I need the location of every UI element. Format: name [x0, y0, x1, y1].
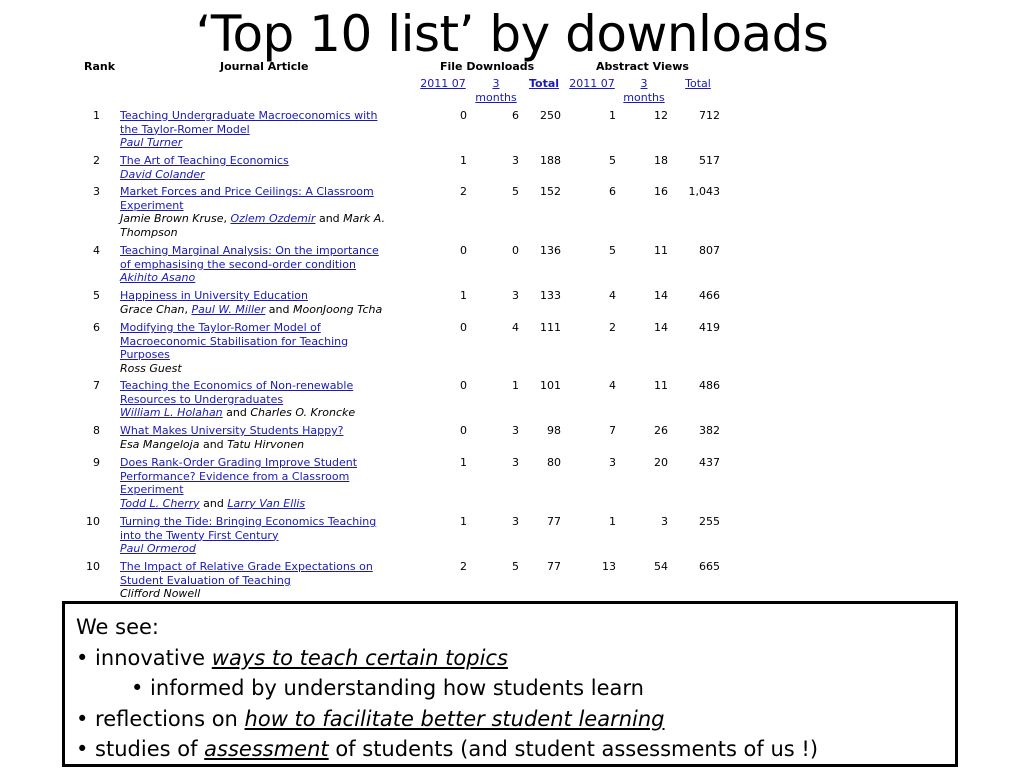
col-file-total[interactable]: Total	[528, 77, 560, 90]
article-title-link[interactable]: Experiment	[120, 483, 184, 497]
article-authors	[120, 587, 200, 600]
col-abstract-2011-07[interactable]: 2011 07	[569, 77, 615, 90]
file-downloads-total: 250	[540, 109, 561, 122]
row-article	[120, 456, 405, 510]
row-article	[120, 109, 405, 150]
abstract-views-month: 4	[609, 289, 616, 302]
bullet-text: • innovative	[76, 645, 212, 670]
col-file-3-months-num[interactable]: 3	[492, 77, 500, 90]
author-link[interactable]: Larry Van Ellis	[227, 496, 306, 510]
abstract-views-3months: 54	[654, 560, 668, 573]
article-title-link[interactable]: Happiness in University Education	[120, 289, 309, 302]
article-title-link[interactable]: Macroeconomic Stabilisation for Teaching	[120, 334, 349, 348]
file-downloads-month: 0	[460, 244, 467, 257]
author-name: MoonJoong Tcha	[293, 302, 383, 316]
article-title-link[interactable]: What Makes University Students Happy?	[120, 424, 344, 437]
abstract-views-total: 807	[699, 244, 720, 257]
file-downloads-total: 101	[540, 379, 561, 392]
file-downloads-total: 98	[547, 424, 561, 437]
article-authors	[120, 362, 182, 375]
row-article	[120, 321, 405, 375]
summary-intro: We see:	[76, 615, 159, 639]
file-downloads-3months: 3	[512, 154, 519, 167]
article-title-link[interactable]: of emphasising the second-order condition	[120, 257, 356, 271]
row-rank: 8	[93, 424, 100, 437]
bullet-text: • studies of	[76, 737, 205, 761]
article-title-link[interactable]: the Taylor-Romer Model	[120, 122, 250, 136]
article-title-link[interactable]: Turning the Tide: Bringing Economics Teaching	[120, 515, 377, 528]
article-title-link[interactable]: Purposes	[120, 348, 170, 362]
row-article	[120, 185, 405, 239]
abstract-views-total: 486	[699, 379, 720, 392]
abstract-views-month: 6	[609, 185, 616, 198]
bullet-text: • informed by understanding how students learn	[131, 676, 644, 700]
abstract-views-total: 517	[699, 154, 720, 167]
row-rank: 10	[86, 515, 100, 528]
abstract-views-total: 255	[699, 515, 720, 528]
author-name: Mark A.	[343, 212, 386, 226]
file-downloads-month: 0	[460, 321, 467, 334]
article-authors	[120, 303, 382, 316]
article-title-link[interactable]: Teaching Undergraduate Macroeconomics with	[120, 109, 378, 122]
abstract-views-total: 437	[699, 456, 720, 469]
author-name: Grace Chan	[120, 302, 185, 316]
file-downloads-3months: 0	[512, 244, 519, 257]
abstract-views-3months: 26	[654, 424, 668, 437]
article-authors	[120, 212, 385, 239]
file-downloads-total: 80	[547, 456, 561, 469]
abstract-views-3months: 3	[661, 515, 668, 528]
author-separator: and	[199, 437, 228, 451]
file-downloads-month: 0	[460, 379, 467, 392]
author-separator: and	[265, 302, 293, 316]
abstract-views-month: 7	[609, 424, 616, 437]
abstract-views-month: 3	[609, 456, 616, 469]
file-downloads-total: 77	[547, 515, 561, 528]
row-rank: 2	[93, 154, 100, 167]
col-abstract-3-months-num[interactable]: 3	[640, 77, 648, 90]
abstract-views-month: 13	[602, 560, 616, 573]
article-authors	[120, 406, 355, 419]
file-downloads-total: 188	[540, 154, 561, 167]
author-separator: and	[315, 212, 344, 226]
row-rank: 6	[93, 321, 100, 334]
article-title-link[interactable]: Market Forces and Price Ceilings: A Classroom	[120, 185, 374, 198]
article-title-link[interactable]: Performance? Evidence from a Classroom	[120, 469, 350, 483]
abstract-views-month: 1	[609, 109, 616, 122]
article-authors	[120, 136, 182, 149]
abstract-views-total: 712	[699, 109, 720, 122]
author-link[interactable]: William L. Holahan	[120, 406, 223, 420]
header-abstract-views: Abstract Views	[596, 60, 689, 73]
header-journal-article: Journal Article	[220, 60, 309, 73]
file-downloads-total: 77	[547, 560, 561, 573]
article-title-link[interactable]: Teaching the Economics of Non-renewable	[120, 379, 354, 392]
article-authors	[120, 168, 205, 181]
header-rank: Rank	[84, 60, 116, 73]
article-authors	[120, 438, 304, 451]
abstract-views-month: 1	[609, 515, 616, 528]
abstract-views-month: 4	[609, 379, 616, 392]
summary-bullet	[76, 673, 955, 704]
summary-box	[62, 601, 958, 767]
file-downloads-3months: 4	[512, 321, 519, 334]
file-downloads-3months: 3	[512, 289, 519, 302]
abstract-views-total: 1,043	[688, 185, 720, 198]
bullet-emphasis: how to facilitate better student learning	[244, 706, 665, 731]
author-separator: and	[222, 406, 251, 420]
row-rank: 4	[93, 244, 100, 257]
file-downloads-3months: 3	[512, 456, 519, 469]
summary-list	[76, 643, 955, 765]
author-name: Thompson	[120, 225, 178, 239]
file-downloads-month: 2	[460, 185, 467, 198]
abstract-views-total: 419	[699, 321, 720, 334]
file-downloads-3months: 5	[512, 185, 519, 198]
file-downloads-month: 1	[460, 456, 467, 469]
article-title-link[interactable]: Resources to Undergraduates	[120, 392, 284, 406]
author-name: Charles O. Kroncke	[250, 406, 356, 420]
author-separator: and	[199, 496, 228, 510]
col-abstract-total[interactable]: Total	[685, 77, 711, 90]
author-link[interactable]: Paul Turner	[120, 136, 183, 150]
author-name: Esa Mangeloja	[120, 437, 200, 451]
abstract-views-month: 2	[609, 321, 616, 334]
row-article	[120, 244, 405, 285]
row-article	[120, 515, 405, 556]
abstract-views-total: 382	[699, 424, 720, 437]
file-downloads-month: 0	[460, 424, 467, 437]
author-separator: ,	[223, 212, 231, 226]
abstract-views-3months: 11	[654, 379, 668, 392]
row-rank: 10	[86, 560, 100, 573]
file-downloads-3months: 1	[512, 379, 519, 392]
file-downloads-month: 1	[460, 515, 467, 528]
file-downloads-month: 1	[460, 289, 467, 302]
author-link[interactable]: Ozlem Ozdemir	[230, 212, 316, 226]
article-title-link[interactable]: Does Rank-Order Grading Improve Student	[120, 456, 358, 469]
bullet-suffix: of students (and student assessments of us !)	[328, 737, 819, 761]
row-rank: 3	[93, 185, 100, 198]
abstract-views-3months: 12	[654, 109, 668, 122]
row-article	[120, 154, 405, 181]
article-authors	[120, 271, 195, 284]
file-downloads-total: 152	[540, 185, 561, 198]
col-file-3-months[interactable]	[470, 77, 522, 105]
col-file-3-months-unit[interactable]: months	[475, 91, 517, 104]
row-rank: 5	[93, 289, 100, 302]
bullet-emphasis: assessment	[204, 737, 329, 761]
article-authors	[120, 497, 305, 510]
author-link[interactable]: Paul W. Miller	[191, 302, 266, 316]
author-separator: ,	[184, 302, 192, 316]
col-abstract-3-months-unit[interactable]: months	[623, 91, 665, 104]
author-name: Ross Guest	[120, 361, 182, 375]
author-link[interactable]: David Colander	[120, 167, 205, 181]
row-rank: 1	[93, 109, 100, 122]
abstract-views-month: 5	[609, 154, 616, 167]
article-title-link[interactable]: into the Twenty First Century	[120, 528, 279, 542]
author-name: Tatu Hirvonen	[227, 437, 305, 451]
article-authors	[120, 542, 196, 555]
summary-bullet	[76, 643, 955, 674]
abstract-views-total: 466	[699, 289, 720, 302]
row-article	[120, 379, 405, 420]
row-rank: 9	[93, 456, 100, 469]
author-name: Jamie Brown Kruse	[120, 212, 224, 226]
file-downloads-total: 133	[540, 289, 561, 302]
article-title-link[interactable]: Experiment	[120, 198, 184, 212]
row-rank: 7	[93, 379, 100, 392]
abstract-views-3months: 14	[654, 321, 668, 334]
file-downloads-month: 0	[460, 109, 467, 122]
bullet-text: • reflections on	[76, 706, 245, 731]
abstract-views-3months: 18	[654, 154, 668, 167]
article-title-link[interactable]: The Art of Teaching Economics	[120, 154, 289, 167]
author-link[interactable]: Paul Ormerod	[120, 542, 196, 556]
row-article	[120, 424, 405, 451]
file-downloads-total: 111	[540, 321, 561, 334]
file-downloads-3months: 3	[512, 424, 519, 437]
abstract-views-3months: 20	[654, 456, 668, 469]
row-article	[120, 289, 405, 316]
file-downloads-3months: 5	[512, 560, 519, 573]
abstract-views-3months: 14	[654, 289, 668, 302]
header-file-downloads: File Downloads	[440, 60, 535, 73]
summary-bullet	[76, 734, 955, 765]
abstract-views-3months: 11	[654, 244, 668, 257]
author-name: Clifford Nowell	[120, 587, 201, 601]
file-downloads-total: 136	[540, 244, 561, 257]
file-downloads-month: 2	[460, 560, 467, 573]
article-title-link[interactable]: The Impact of Relative Grade Expectations on	[120, 560, 373, 573]
abstract-views-3months: 16	[654, 185, 668, 198]
abstract-views-total: 665	[699, 560, 720, 573]
author-link[interactable]: Todd L. Cherry	[120, 496, 200, 510]
file-downloads-3months: 6	[512, 109, 519, 122]
article-title-link[interactable]: Teaching Marginal Analysis: On the importance	[120, 244, 379, 257]
author-link[interactable]: Akihito Asano	[120, 271, 196, 285]
bullet-emphasis: ways to teach certain topics	[211, 645, 508, 670]
file-downloads-month: 1	[460, 154, 467, 167]
col-file-2011-07[interactable]: 2011 07	[420, 77, 466, 90]
summary-bullet	[76, 704, 955, 735]
article-title-link[interactable]: Student Evaluation of Teaching	[120, 573, 291, 587]
col-abstract-3-months[interactable]	[618, 77, 670, 105]
file-downloads-3months: 3	[512, 515, 519, 528]
abstract-views-month: 5	[609, 244, 616, 257]
slide-title: ‘Top 10 list’ by downloads	[195, 5, 829, 63]
article-title-link[interactable]: Modifying the Taylor-Romer Model of	[120, 321, 321, 334]
row-article	[120, 560, 405, 601]
